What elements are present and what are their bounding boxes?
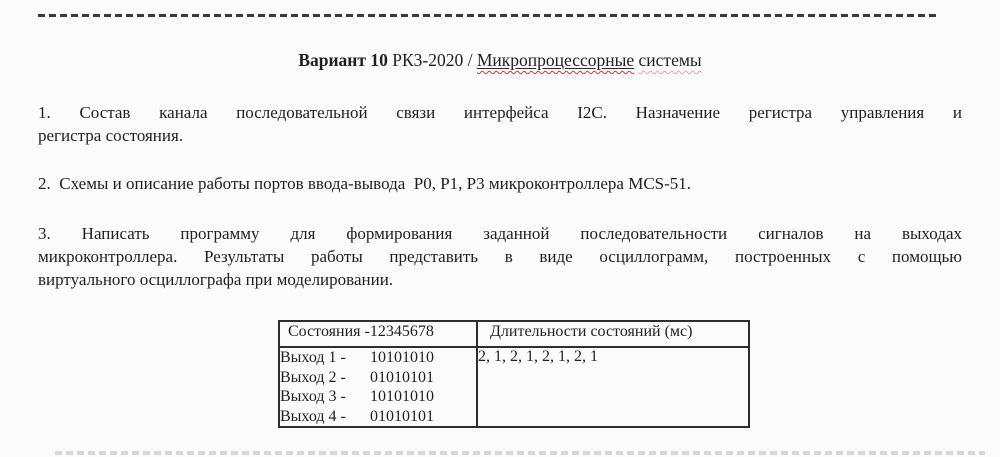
bottom-dashed-divider: [55, 451, 985, 455]
course-name-tail: системы: [638, 50, 702, 70]
output-2-bits: 01010101: [370, 368, 434, 386]
output-1-label: Выход 1 -: [280, 349, 346, 366]
question-3-line-1: 3. Написать программу для формирования заданной последовательности сигналов на выходах: [38, 224, 962, 243]
page-title: [38, 50, 962, 71]
states-cell: [279, 347, 477, 427]
output-3-bits: 10101010: [370, 388, 434, 405]
output-1-bits: 10101010: [370, 349, 434, 366]
output-row-4: [280, 407, 476, 427]
question-1-line-2: регистра состояния.: [38, 126, 184, 145]
question-2-line-1: 2. Схемы и описание работы портов ввода-вывода P0, P1, P3 микроконтроллера MCS-51.: [38, 174, 692, 193]
output-2-label: Выход 2 -: [280, 368, 346, 386]
question-3-line-3: виртуального осциллографа при моделировании.: [38, 270, 394, 289]
table-header-row: [279, 321, 749, 347]
signal-table: [278, 320, 750, 428]
variant-number: Вариант 10: [298, 50, 388, 70]
question-3: [38, 222, 962, 291]
top-dashed-divider: [38, 14, 938, 17]
output-row-3: [280, 387, 476, 407]
output-row-2: [280, 368, 476, 388]
output-4-bits: 01010101: [370, 407, 434, 425]
durations-value: 2, 1, 2, 1, 2, 1, 2, 1: [477, 347, 749, 427]
question-3-line-2: микроконтроллера. Результаты работы представить в виде осциллограмм, построенных с помощью: [38, 247, 962, 266]
durations-header: Длительности состояний (мс): [477, 321, 749, 347]
output-4-label: Выход 4 -: [280, 407, 346, 425]
question-1-line-1: 1. Состав канала последовательной связи интерфейса I2C. Назначение регистра управления и: [38, 103, 962, 122]
output-row-1: [280, 348, 476, 368]
states-header: Состояния -12345678: [279, 321, 477, 347]
question-2: [38, 172, 962, 195]
course-name-underlined: Микропроцессорные: [476, 50, 635, 70]
question-1: [38, 101, 962, 147]
table-body-row: [279, 347, 749, 427]
output-3-label: Выход 3 -: [280, 388, 346, 405]
course-code: РК3-2020 /: [387, 50, 477, 70]
